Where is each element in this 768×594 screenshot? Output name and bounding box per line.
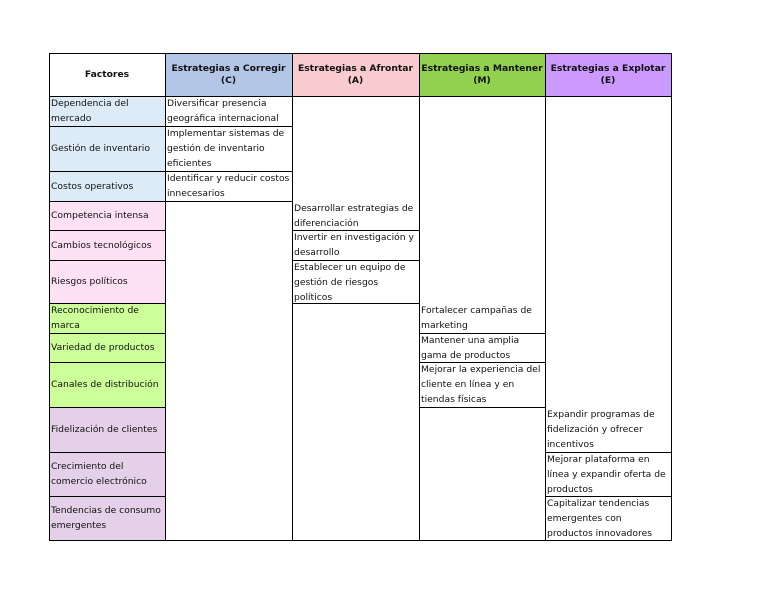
header-mantener bbox=[419, 53, 545, 96]
factor-fidelizacion-de-clientes-text: Fidelización de clientes bbox=[51, 424, 158, 435]
factor-canales-de-distribucion-text: Canales de distribución bbox=[51, 379, 159, 390]
table-grid-line bbox=[419, 53, 420, 541]
table-grid-line bbox=[545, 53, 546, 541]
strategy-corregir-2 bbox=[165, 126, 292, 171]
header-factores-text: Factores bbox=[84, 68, 130, 80]
factor-gestion-de-inventario-text: Gestión de inventario bbox=[51, 143, 150, 154]
table-grid-line bbox=[419, 362, 546, 363]
factor-tendencias-de-consumo-emergentes-text: Tendencias de consumo emergentes bbox=[51, 505, 161, 531]
header-factores bbox=[49, 53, 165, 96]
header-explotar bbox=[545, 53, 671, 96]
factor-crecimiento-del-comercio-electronico bbox=[49, 452, 165, 496]
table-grid-line bbox=[49, 126, 166, 127]
strategy-afrontar-3 bbox=[292, 260, 419, 303]
header-corregir-text: Estrategias a Corregir (C) bbox=[171, 62, 286, 86]
factor-fidelizacion-de-clientes bbox=[49, 407, 165, 452]
strategy-explotar-3-text: Capitalizar tendencias emergentes con productos innovadores bbox=[547, 498, 653, 539]
table-grid-line bbox=[49, 362, 166, 363]
factor-crecimiento-del-comercio-electronico-text: Crecimiento del comercio electrónico bbox=[51, 461, 147, 487]
table-grid-line bbox=[49, 407, 166, 408]
table-grid-line bbox=[165, 201, 293, 202]
table-grid-line bbox=[49, 260, 166, 261]
strategy-corregir-3 bbox=[165, 171, 292, 201]
table-grid-line bbox=[49, 333, 166, 334]
table-grid-line bbox=[49, 201, 166, 202]
factor-riesgos-politicos bbox=[49, 260, 165, 303]
header-explotar-text: Estrategias a Explotar (E) bbox=[550, 62, 666, 86]
strategy-afrontar-3-text: Establecer un equipo de gestión de riesgos políticos bbox=[294, 262, 406, 303]
table-grid-line bbox=[545, 540, 672, 541]
table-grid-line bbox=[671, 53, 672, 541]
strategy-mantener-3 bbox=[419, 362, 545, 407]
factor-competencia-intensa bbox=[49, 201, 165, 230]
strategy-corregir-1-text: Diversificar presencia geográfica internacional bbox=[167, 98, 279, 124]
factor-riesgos-politicos-text: Riesgos políticos bbox=[51, 276, 128, 287]
factor-variedad-de-productos bbox=[49, 333, 165, 362]
table-grid-line bbox=[49, 496, 166, 497]
strategy-corregir-2-text: Implementar sistemas de gestión de inventario eficientes bbox=[167, 128, 285, 169]
factor-costos-operativos bbox=[49, 171, 165, 201]
table-grid-line bbox=[49, 230, 166, 231]
factor-reconocimiento-de-marca bbox=[49, 303, 165, 333]
table-grid-line bbox=[292, 303, 420, 304]
strategy-afrontar-2-text: Invertir en investigación y desarrollo bbox=[294, 232, 414, 258]
table-grid-line bbox=[165, 171, 293, 172]
strategy-corregir-3-text: Identificar y reducir costos innecesarios bbox=[167, 173, 290, 199]
header-corregir bbox=[165, 53, 292, 96]
table-grid-line bbox=[419, 407, 546, 408]
strategy-afrontar-2 bbox=[292, 230, 419, 260]
factor-tendencias-de-consumo-emergentes bbox=[49, 496, 165, 540]
factor-dependencia-del-mercado bbox=[49, 96, 165, 126]
strategy-explotar-2 bbox=[545, 452, 671, 496]
table-grid-line bbox=[49, 540, 166, 541]
strategy-afrontar-1-text: Desarrollar estrategias de diferenciación bbox=[294, 203, 414, 229]
table-grid-line bbox=[49, 53, 672, 54]
strategy-mantener-2-text: Mantener una amplia gama de productos bbox=[421, 335, 520, 361]
factor-canales-de-distribucion bbox=[49, 362, 165, 407]
strategy-explotar-3 bbox=[545, 496, 671, 540]
factor-cambios-tecnologicos bbox=[49, 230, 165, 260]
strategy-explotar-1-text: Expandir programas de fidelización y ofrecer incentivos bbox=[547, 409, 655, 450]
header-mantener-text: Estrategias a Mantener (M) bbox=[421, 62, 543, 86]
strategy-mantener-1 bbox=[419, 303, 545, 333]
table-grid-line bbox=[419, 333, 546, 334]
factor-reconocimiento-de-marca-text: Reconocimiento de marca bbox=[51, 305, 139, 331]
factor-gestion-de-inventario bbox=[49, 126, 165, 171]
table-grid-line bbox=[49, 452, 166, 453]
header-afrontar-text: Estrategias a Afrontar (A) bbox=[297, 62, 414, 86]
table-grid-line bbox=[292, 230, 420, 231]
factor-costos-operativos-text: Costos operativos bbox=[51, 180, 134, 192]
header-afrontar bbox=[292, 53, 419, 96]
table-grid-line bbox=[49, 96, 672, 97]
strategy-mantener-1-text: Fortalecer campañas de marketing bbox=[421, 305, 532, 331]
factor-cambios-tecnologicos-text: Cambios tecnológicos bbox=[51, 239, 152, 251]
table-grid-line bbox=[165, 126, 293, 127]
factor-variedad-de-productos-text: Variedad de productos bbox=[51, 342, 155, 353]
factor-competencia-intensa-text: Competencia intensa bbox=[51, 210, 149, 221]
strategy-corregir-1 bbox=[165, 96, 292, 126]
table-grid-line bbox=[49, 303, 166, 304]
strategy-afrontar-1 bbox=[292, 201, 419, 230]
table-grid-line bbox=[292, 260, 420, 261]
factor-dependencia-del-mercado-text: Dependencia del mercado bbox=[51, 98, 129, 124]
strategy-mantener-3-text: Mejorar la experiencia del cliente en línea y en tiendas físicas bbox=[421, 364, 541, 405]
strategy-explotar-2-text: Mejorar plataforma en línea y expandir oferta de productos bbox=[547, 454, 666, 495]
table-grid-line bbox=[545, 496, 672, 497]
table-grid-line bbox=[545, 452, 672, 453]
strategy-mantener-2 bbox=[419, 333, 545, 362]
table-grid-line bbox=[49, 171, 166, 172]
strategy-explotar-1 bbox=[545, 407, 671, 452]
